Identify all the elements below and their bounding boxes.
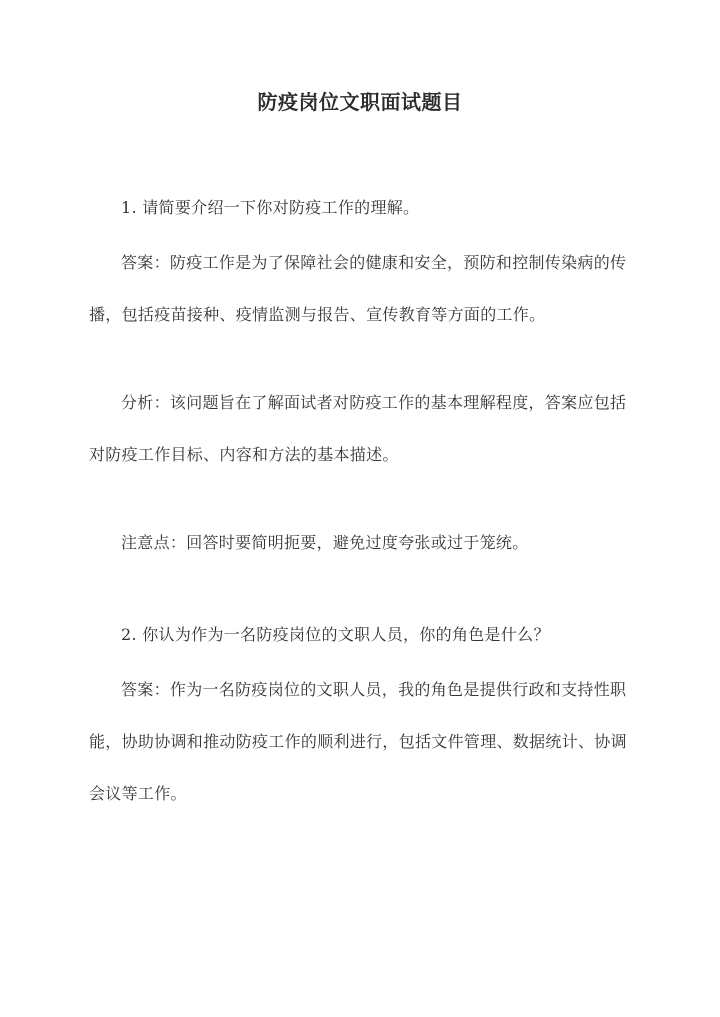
question-2: 2. 你认为作为一名防疫岗位的文职人员，你的角色是什么？ <box>121 625 550 644</box>
note-1: 注意点：回答时要简明扼要，避免过度夸张或过于笼统。 <box>121 533 529 552</box>
answer-1: 答案：防疫工作是为了保障社会的健康和安全，预防和控制传染病的传播，包括疫苗接种、疫情监测与报告、宣传教育等方面的工作。 <box>89 253 627 324</box>
answer-2: 答案：作为一名防疫岗位的文职人员，我的角色是提供行政和支持性职能，协助协调和推动防疫工作的顺利进行，包括文件管理、数据统计、协调会议等工作。 <box>89 680 627 803</box>
page-title: 防疫岗位文职面试题目 <box>257 90 463 114</box>
analysis-1: 分析：该问题旨在了解面试者对防疫工作的基本理解程度，答案应包括对防疫工作目标、内容和方法的基本描述。 <box>89 393 627 464</box>
question-1: 1. 请简要介绍一下你对防疫工作的理解。 <box>121 198 420 217</box>
